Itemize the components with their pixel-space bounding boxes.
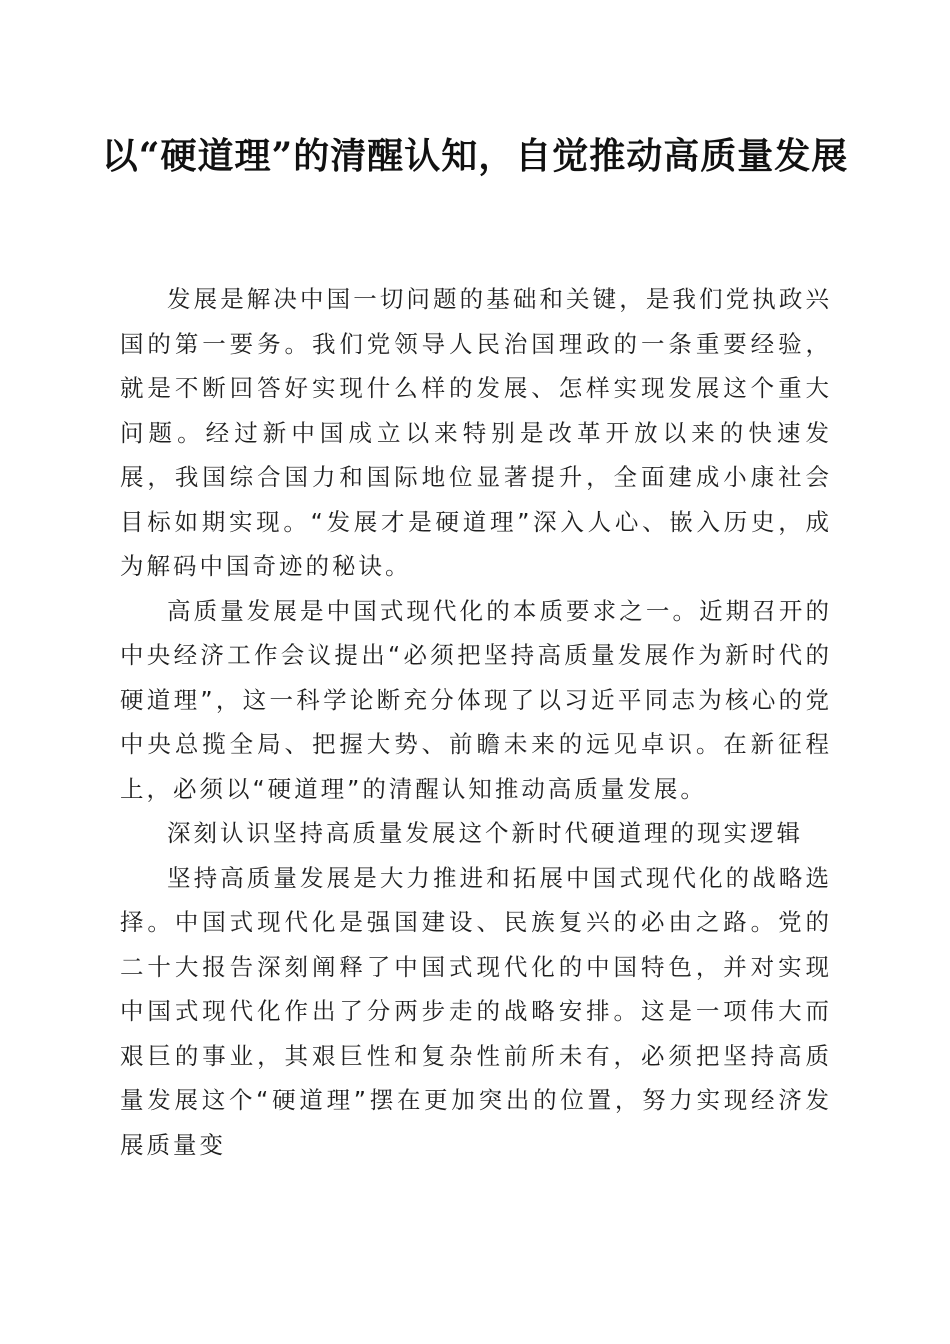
paragraph-1: 发展是解决中国一切问题的基础和关键，是我们党执政兴国的第一要务。我们党领导人民治国理政的一条重要经验，就是不断回答好实现什么样的发展、怎样实现发展这个重大问题。经过新中国成立以来特别是改革开放以来的快速发展，我国综合国力和国际地位显著提升，全面建成小康社会目标如期实现。“发展才是硬道理”深入人心、嵌入历史，成为解码中国奇迹的秘诀。 (120, 285, 832, 580)
paragraph-3: 坚持高质量发展是大力推进和拓展中国式现代化的战略选择。中国式现代化是强国建设、民族复兴的必由之路。党的二十大报告深刻阐释了中国式现代化的中国特色，并对实现中国式现代化作出了分两步走的战略安排。这是一项伟大而艰巨的事业，其艰巨性和复杂性前所未有，必须把坚持高质量发展这个“硬道理”摆在更加突出的位置，努力实现经济发展质量变 (120, 863, 832, 1159)
paragraph-2: 高质量发展是中国式现代化的本质要求之一。近期召开的中央经济工作会议提出“必须把坚持高质量发展作为新时代的硬道理”，这一科学论断充分体现了以习近平同志为核心的党中央总揽全局、把握大势、前瞻未来的远见卓识。在新征程上，必须以“硬道理”的清醒认知推动高质量发展。 (120, 596, 832, 803)
document-body (120, 277, 832, 1167)
section-heading: 深刻认识坚持高质量发展这个新时代硬道理的现实逻辑 (167, 819, 803, 847)
document-title: 以“硬道理”的清醒认知，自觉推动高质量发展 (101, 135, 849, 177)
